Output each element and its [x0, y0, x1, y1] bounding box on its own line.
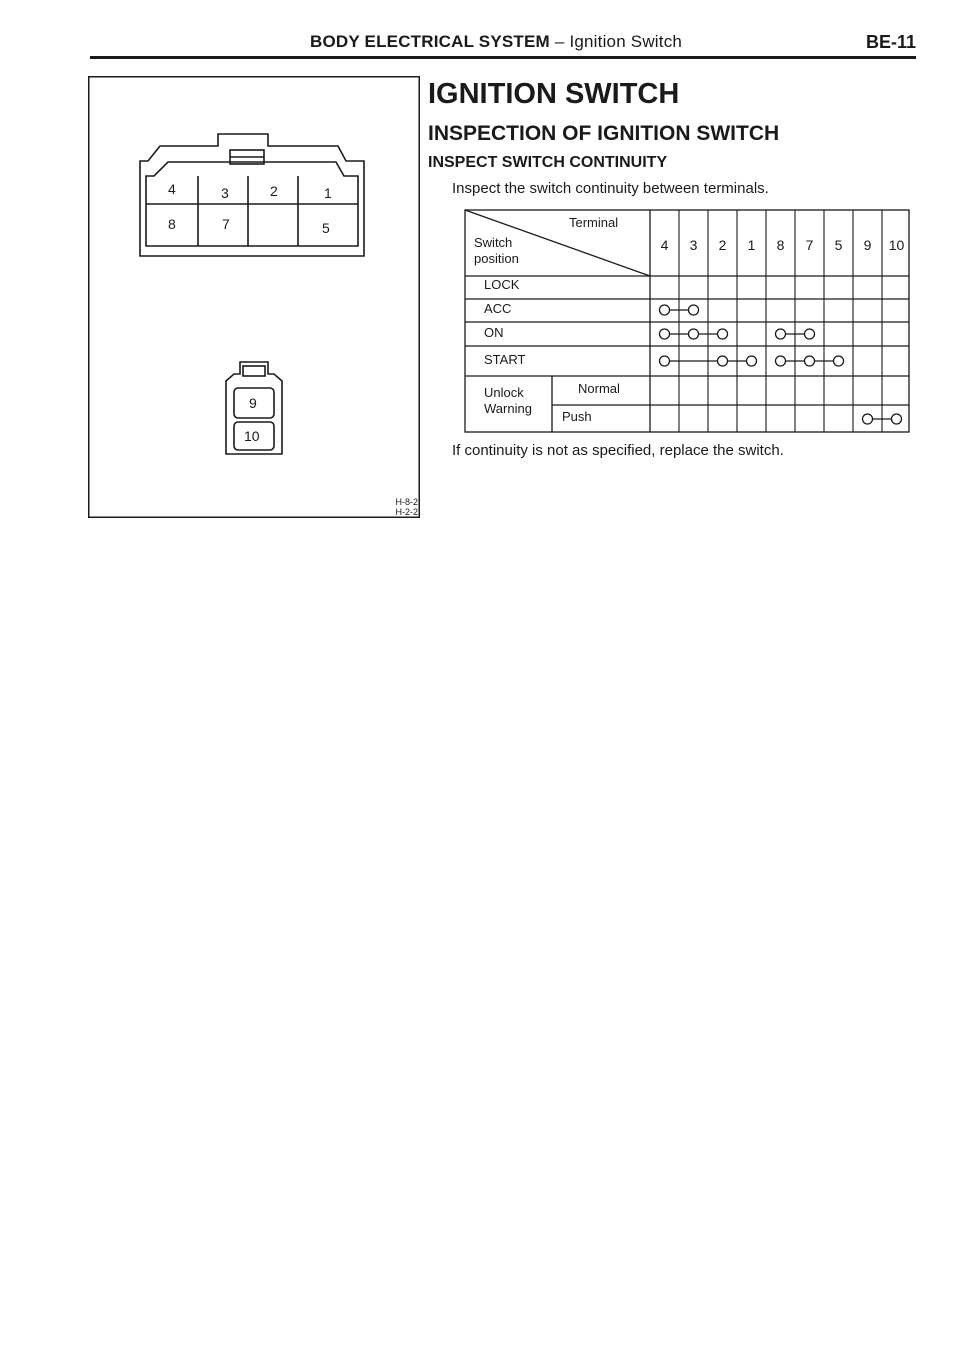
figure-code-2: H-2-2 [395, 507, 418, 517]
upper-terminal-3: 3 [221, 185, 229, 201]
terminal-node-3 [689, 305, 699, 315]
row-label-lock: LOCK [484, 277, 520, 292]
terminal-node-10 [892, 414, 902, 424]
terminal-node-8 [776, 356, 786, 366]
unlock-warning-label-1: Unlock [484, 385, 524, 400]
terminal-node-4 [660, 329, 670, 339]
unlock-state-normal: Normal [578, 381, 620, 396]
terminal-node-2 [718, 329, 728, 339]
step-title: INSPECT SWITCH CONTINUITY [428, 154, 668, 171]
terminal-header-7: 7 [805, 237, 814, 253]
note-text: If continuity is not as specified, replace the switch. [452, 442, 784, 459]
corner-terminal-label: Terminal [569, 215, 619, 230]
header-title [310, 32, 682, 52]
upper-terminal-5: 5 [322, 220, 330, 236]
terminal-node-4 [660, 305, 670, 315]
page-header [90, 30, 916, 60]
terminal-header-2: 2 [718, 237, 727, 253]
upper-terminal-1: 1 [324, 185, 332, 201]
corner-position-label: position [474, 251, 519, 266]
section-title: INSPECTION OF IGNITION SWITCH [428, 122, 780, 145]
intro-text: Inspect the switch continuity between terminals. [452, 180, 769, 197]
upper-terminal-8: 8 [168, 216, 176, 232]
terminal-node-1 [747, 356, 757, 366]
terminal-header-9: 9 [863, 237, 872, 253]
upper-terminal-7: 7 [222, 216, 230, 232]
connector-figure-svg [88, 76, 420, 518]
unlock-warning-label-2: Warning [484, 401, 532, 416]
row-label-start: START [484, 352, 526, 367]
terminal-node-3 [689, 329, 699, 339]
terminal-node-2 [718, 356, 728, 366]
terminal-node-4 [660, 356, 670, 366]
figure-frame [89, 77, 420, 518]
terminal-node-8 [776, 329, 786, 339]
figure-code-1: H-8-2 [395, 497, 418, 507]
terminal-node-7 [805, 329, 815, 339]
page-title: IGNITION SWITCH [428, 78, 680, 110]
header-subsection: Ignition Switch [569, 32, 683, 51]
continuity-link [660, 329, 728, 339]
terminal-node-9 [863, 414, 873, 424]
row-label-acc: ACC [484, 301, 512, 316]
terminal-header-4: 4 [660, 237, 669, 253]
upper-terminal-2: 2 [270, 183, 278, 199]
lower-terminal-10: 10 [244, 428, 260, 444]
terminal-header-10: 10 [888, 237, 905, 253]
unlock-state-push: Push [562, 409, 592, 424]
terminal-node-7 [805, 356, 815, 366]
continuity-link [776, 356, 844, 366]
upper-terminal-4: 4 [168, 181, 176, 197]
header-section: BODY ELECTRICAL SYSTEM [310, 32, 550, 51]
terminal-header-3: 3 [689, 237, 698, 253]
terminal-header-5: 5 [834, 237, 843, 253]
connector-figure [88, 76, 420, 518]
page-number: BE-11 [865, 32, 916, 52]
continuity-table [452, 208, 910, 434]
terminal-header-1: 1 [747, 237, 756, 253]
corner-switch-label: Switch [474, 235, 513, 250]
lower-terminal-9: 9 [249, 395, 257, 411]
header-rule [90, 56, 916, 59]
header-dash: – [549, 32, 570, 51]
terminal-header-8: 8 [776, 237, 785, 253]
row-label-on: ON [484, 325, 504, 340]
terminal-node-5 [834, 356, 844, 366]
